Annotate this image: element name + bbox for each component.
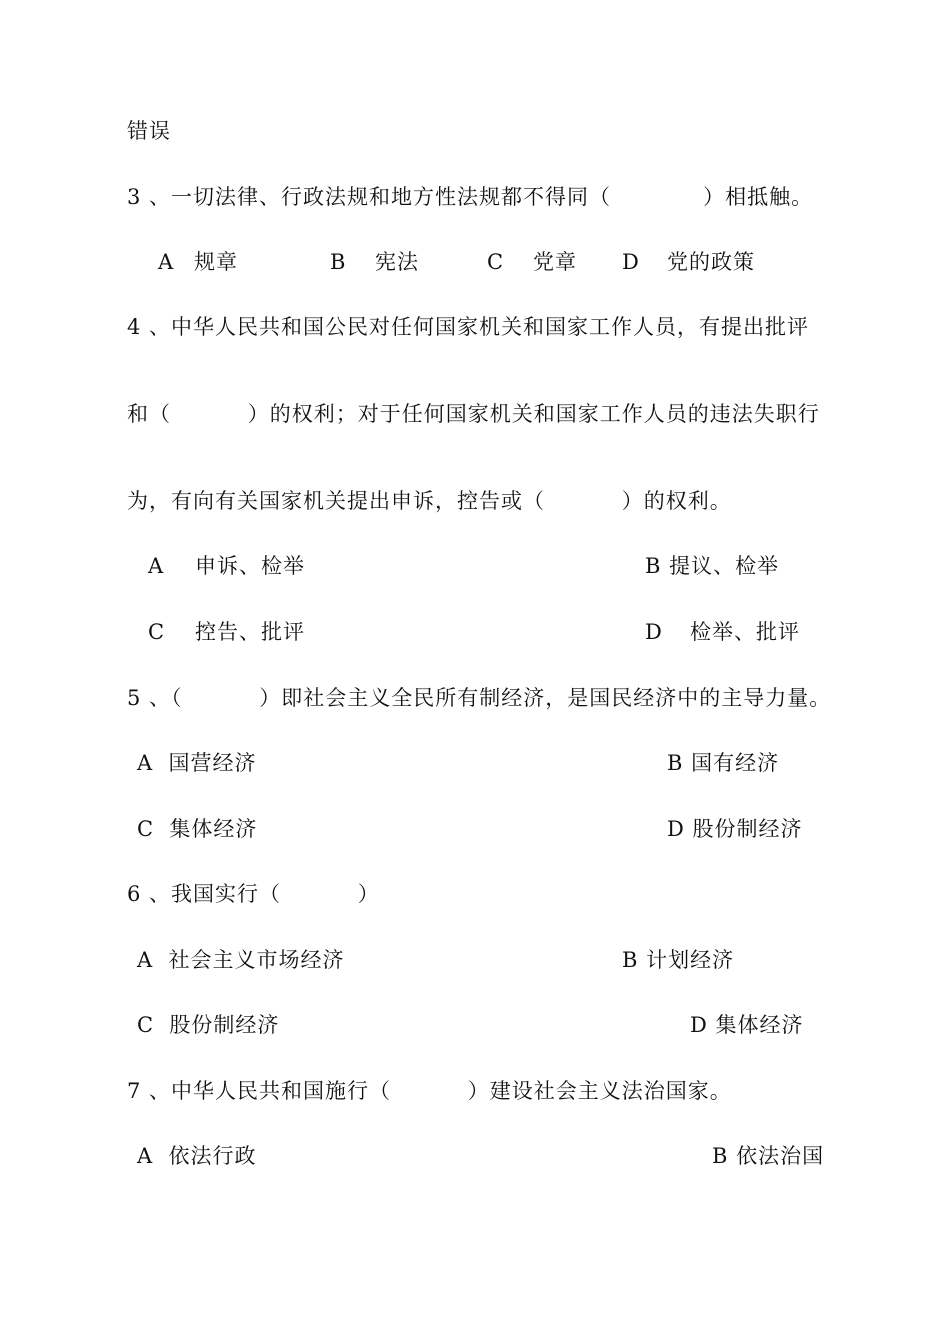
q6-option-a: A 社会主义市场经济 [137, 948, 345, 972]
q5-option-c: C 集体经济 [137, 817, 258, 841]
question-4-line-3: 为，有向有关国家机关提出申诉，控告或（ ）的权利。 [127, 489, 732, 513]
q3-option-d: 党的政策 [667, 250, 755, 274]
q6-option-d: D 集体经济 [690, 1013, 804, 1037]
q3-option-a-letter: A [158, 250, 175, 274]
question-6: 6 、我国实行（ ） [127, 882, 380, 906]
q5-option-a: A 国营经济 [137, 751, 257, 775]
question-4-line-2: 和（ ）的权利；对于任何国家机关和国家工作人员的违法失职行 [127, 402, 820, 426]
q6-option-c: C 股份制经济 [137, 1013, 280, 1037]
q3-option-d-letter: D [622, 250, 640, 274]
q3-option-b: 宪法 [375, 250, 419, 274]
q4-option-d: 检举、批评 [690, 620, 800, 644]
q4-option-c-letter: C [148, 620, 166, 644]
q4-option-b: B 提议、检举 [645, 554, 780, 578]
q5-option-d: D 股份制经济 [667, 817, 803, 841]
q4-option-c: 控告、批评 [195, 620, 305, 644]
question-5: 5 、（ ）即社会主义全民所有制经济，是国民经济中的主导力量。 [127, 686, 832, 710]
q6-option-b: B 计划经济 [622, 948, 735, 972]
q5-option-b: B 国有经济 [667, 751, 780, 775]
q4-option-a: 申诉、检举 [195, 554, 305, 578]
prev-answer: 错误 [127, 119, 171, 143]
q7-option-a: A 依法行政 [137, 1144, 257, 1168]
q3-option-c-letter: C [487, 250, 505, 274]
question-3: 3 、一切法律、行政法规和地方性法规都不得同（ ）相抵触。 [127, 185, 814, 209]
q3-option-a: 规章 [194, 250, 238, 274]
question-7: 7 、中华人民共和国施行（ ）建设社会主义法治国家。 [127, 1079, 732, 1103]
q7-option-b: B 依法治国 [712, 1144, 825, 1168]
q3-option-b-letter: B [330, 250, 347, 274]
q3-option-c: 党章 [533, 250, 577, 274]
q4-option-d-letter: D [645, 620, 663, 644]
question-4-line-1: 4 、中华人民共和国公民对任何国家机关和国家工作人员，有提出批评 [127, 315, 810, 339]
q4-option-a-letter: A [148, 554, 165, 578]
